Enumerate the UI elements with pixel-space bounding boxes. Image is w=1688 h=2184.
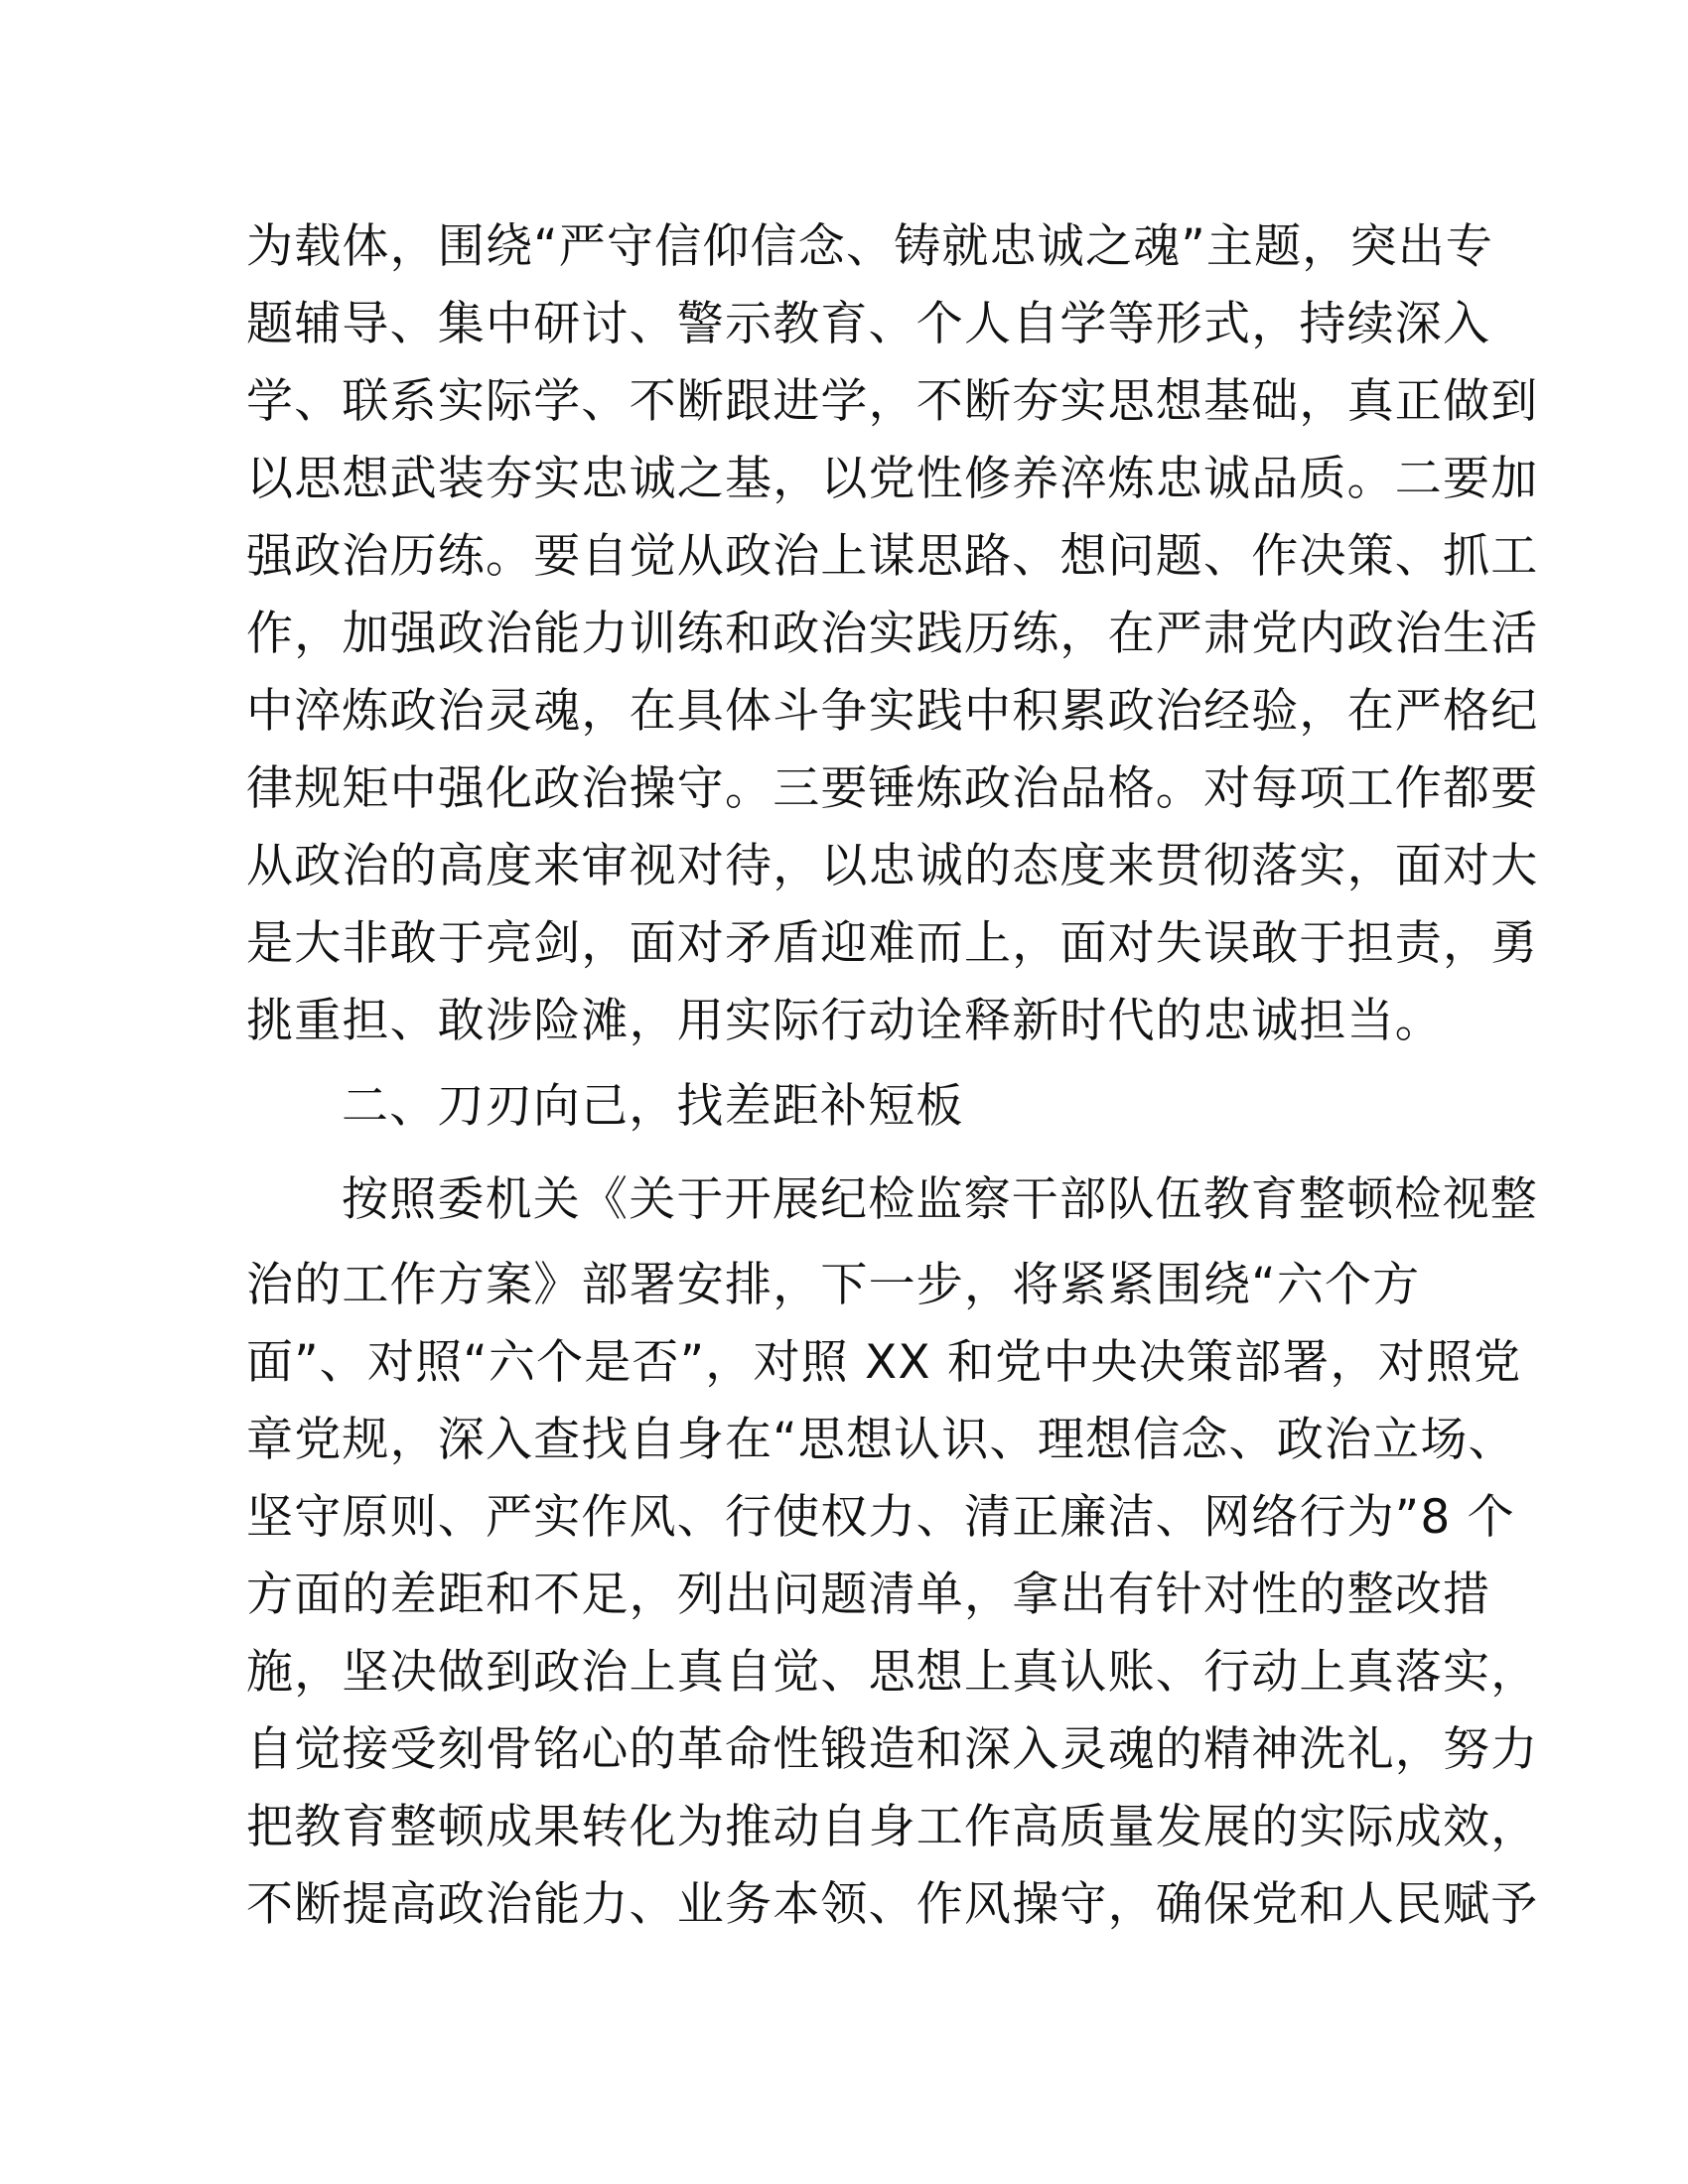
paragraph-line: 把教育整顿成果转化为推动自身工作高质量发展的实际成效， xyxy=(246,1800,1539,1854)
paragraph-line: 施，坚决做到政治上真自觉、思想上真认账、行动上真落实， xyxy=(246,1645,1539,1700)
paragraph-line: 强政治历练。要自觉从政治上谋思路、想问题、作决策、抓工 xyxy=(246,529,1539,584)
paragraph-line: 是大非敢于亮剑，面对矛盾迎难而上，面对失误敢于担责，勇 xyxy=(246,916,1539,971)
paragraph-line: 面”、对照“六个是否”，对照 XX 和党中央决策部署，对照党 xyxy=(246,1335,1522,1390)
paragraph-line: 章党规，深入查找自身在“思想认识、理想信念、政治立场、 xyxy=(246,1413,1516,1467)
paragraph-line: 作，加强政治能力训练和政治实践历练，在严肃党内政治生活 xyxy=(246,607,1539,661)
paragraph-line: 律规矩中强化政治操守。三要锤炼政治品格。对每项工作都要 xyxy=(246,761,1539,816)
paragraph-line: 按照委机关《关于开展纪检监察干部队伍教育整顿检视整 xyxy=(342,1172,1538,1227)
paragraph-line: 以思想武装夯实忠诚之基，以党性修养淬炼忠诚品质。二要加 xyxy=(246,452,1539,506)
paragraph-line: 为载体，围绕“严守信仰信念、铸就忠诚之魂”主题，突出专 xyxy=(246,219,1494,274)
paragraph-line: 自觉接受刻骨铭心的革命性锻造和深入灵魂的精神洗礼，努力 xyxy=(246,1722,1539,1777)
paragraph-line: 学、联系实际学、不断跟进学，不断夯实思想基础，真正做到 xyxy=(246,374,1539,429)
document-body xyxy=(246,208,1539,1944)
paragraph-line: 挑重担、敢涉险滩，用实际行动诠释新时代的忠诚担当。 xyxy=(246,994,1443,1048)
paragraph-line: 坚守原则、严实作风、行使权力、清正廉洁、网络行为”8 个 xyxy=(246,1490,1515,1545)
paragraph-line: 不断提高政治能力、业务本领、作风操守，确保党和人民赋予 xyxy=(246,1877,1539,1932)
paragraph-line: 方面的差距和不足，列出问题清单，拿出有针对性的整改措 xyxy=(246,1568,1491,1622)
section-heading: 二、刀刃向己，找差距补短板 xyxy=(342,1079,964,1134)
paragraph-line: 题辅导、集中研讨、警示教育、个人自学等形式，持续深入 xyxy=(246,297,1491,351)
paragraph-line: 从政治的高度来审视对待，以忠诚的态度来贯彻落实，面对大 xyxy=(246,839,1539,893)
paragraph-line: 治的工作方案》部署安排，下一步，将紧紧围绕“六个方 xyxy=(246,1258,1421,1312)
paragraph-line: 中淬炼政治灵魂，在具体斗争实践中积累政治经验，在严格纪 xyxy=(246,684,1539,739)
